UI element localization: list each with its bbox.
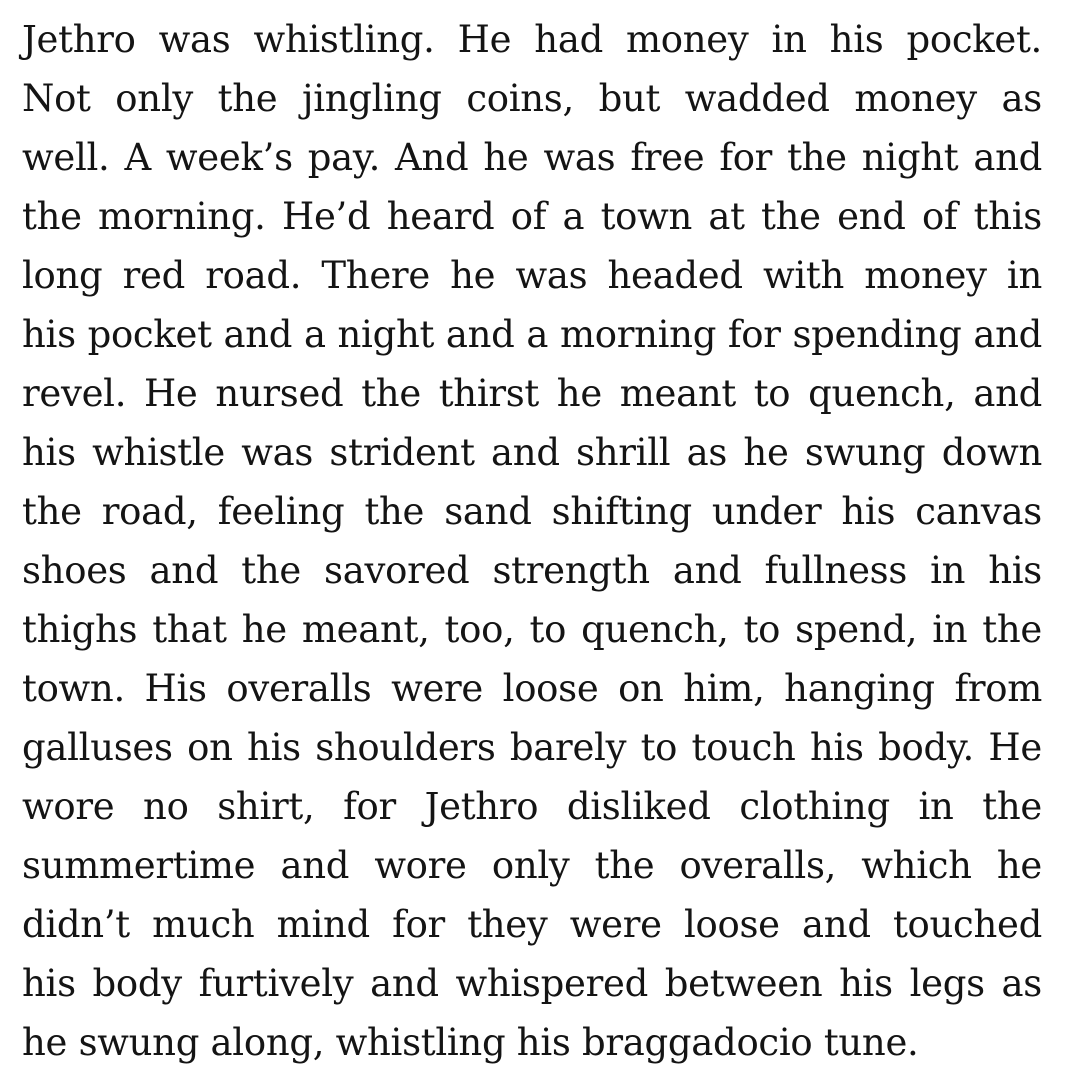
text-line: galluses on his shoulders barely to touch his body. He xyxy=(22,726,1042,769)
text-line: his whistle was strident and shrill as he swung down xyxy=(22,431,1042,474)
text-line: revel. He nursed the thirst he meant to quench, and xyxy=(22,372,1042,415)
text-line: didn’t much mind for they were loose and touched xyxy=(22,903,1042,946)
text-line: town. His overalls were loose on him, hanging from xyxy=(22,667,1042,710)
text-line: the morning. He’d heard of a town at the end of this xyxy=(22,195,1042,238)
text-line: long red road. There he was headed with money in xyxy=(22,254,1042,297)
text-line: summertime and wore only the overalls, which he xyxy=(22,844,1042,887)
text-line: thighs that he meant, too, to quench, to spend, in the xyxy=(22,608,1042,651)
text-line: his body furtively and whispered between his legs as xyxy=(22,962,1042,1005)
text-line: wore no shirt, for Jethro disliked clothing in the xyxy=(22,785,1042,828)
text-line: Not only the jingling coins, but wadded money as xyxy=(22,77,1042,120)
text-line: shoes and the savored strength and fullness in his xyxy=(22,549,1042,592)
text-line: he swung along, whistling his braggadocio tune. xyxy=(22,1021,919,1064)
text-line: well. A week’s pay. And he was free for the night and xyxy=(22,136,1042,179)
passage-text xyxy=(22,10,1042,1072)
text-line: his pocket and a night and a morning for spending and xyxy=(22,313,1042,356)
text-line: Jethro was whistling. He had money in his pocket. xyxy=(22,18,1042,61)
text-line: the road, feeling the sand shifting under his canvas xyxy=(22,490,1042,533)
